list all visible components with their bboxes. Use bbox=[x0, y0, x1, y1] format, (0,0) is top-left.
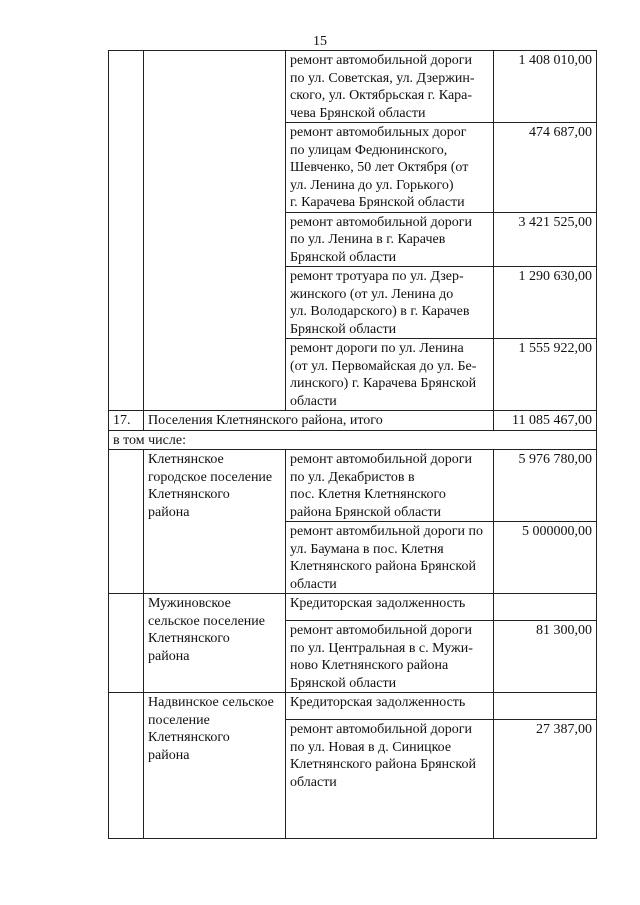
settlement-name: Клетнянское городское поселение Клетнянского района bbox=[144, 450, 286, 594]
work-description: ремонт автомобильных дорог по улицам Федюнинского, Шевченко, 50 лет Октября (от ул. Ленина до ул. Горького) г. Карачева Брянской области bbox=[286, 123, 494, 213]
amount-cell bbox=[494, 594, 597, 621]
work-description: Кредиторская задолженность bbox=[286, 594, 494, 621]
work-description: ремонт автомбильной дороги по ул. Баумана в пос. Клетня Клетнянского района Брянской области bbox=[286, 522, 494, 594]
number-cell bbox=[109, 594, 144, 693]
number-cell bbox=[109, 51, 144, 411]
work-description: ремонт тротуара по ул. Дзер- жинского (от ул. Ленина до ул. Володарского) в г. Карачев Брянской области bbox=[286, 267, 494, 339]
table-row bbox=[109, 693, 597, 720]
settlement-cell bbox=[144, 51, 286, 411]
page-number: 15 bbox=[313, 34, 327, 49]
table-row bbox=[109, 594, 597, 621]
amount-cell: 5 000000,00 bbox=[494, 522, 597, 594]
including-label: в том числе: bbox=[109, 430, 597, 450]
settlement-name: Мужиновское сельское поселение Клетнянского района bbox=[144, 594, 286, 693]
amount-cell: 1 555 922,00 bbox=[494, 339, 597, 411]
amount-cell: 5 976 780,00 bbox=[494, 450, 597, 522]
section-total-row bbox=[109, 411, 597, 431]
work-description: ремонт автомобильной дороги по ул. Советская, ул. Дзержин- ского, ул. Октябрьская г. Кара- чева Брянской области bbox=[286, 51, 494, 123]
amount-cell: 1 290 630,00 bbox=[494, 267, 597, 339]
budget-table bbox=[108, 50, 597, 839]
table-row bbox=[109, 51, 597, 123]
work-description: ремонт автомобильной дороги по ул. Центральная в с. Мужи- ново Клетнянского района Брянской области bbox=[286, 621, 494, 693]
work-description: ремонт автомобильной дороги по ул. Новая в д. Синицкое Клетнянского района Брянской области bbox=[286, 720, 494, 839]
amount-cell: 81 300,00 bbox=[494, 621, 597, 693]
amount-cell: 474 687,00 bbox=[494, 123, 597, 213]
number-cell bbox=[109, 450, 144, 594]
work-description: ремонт автомобильной дороги по ул. Декабристов в пос. Клетня Клетнянского района Брянской области bbox=[286, 450, 494, 522]
amount-cell: 1 408 010,00 bbox=[494, 51, 597, 123]
work-description: ремонт автомобильной дороги по ул. Ленина в г. Карачев Брянской области bbox=[286, 212, 494, 267]
amount-cell bbox=[494, 693, 597, 720]
subheader-row bbox=[109, 430, 597, 450]
work-description: ремонт дороги по ул. Ленина (от ул. Первомайская до ул. Бе- линского) г. Карачева Брянской области bbox=[286, 339, 494, 411]
table-row bbox=[109, 450, 597, 522]
amount-cell: 3 421 525,00 bbox=[494, 212, 597, 267]
work-description: Кредиторская задолженность bbox=[286, 693, 494, 720]
number-cell bbox=[109, 693, 144, 839]
amount-cell: 27 387,00 bbox=[494, 720, 597, 839]
section-title: Поселения Клетнянского района, итого bbox=[144, 411, 494, 431]
section-total: 11 085 467,00 bbox=[494, 411, 597, 431]
settlement-name: Надвинское сельское поселение Клетнянского района bbox=[144, 693, 286, 839]
section-number: 17. bbox=[109, 411, 144, 431]
